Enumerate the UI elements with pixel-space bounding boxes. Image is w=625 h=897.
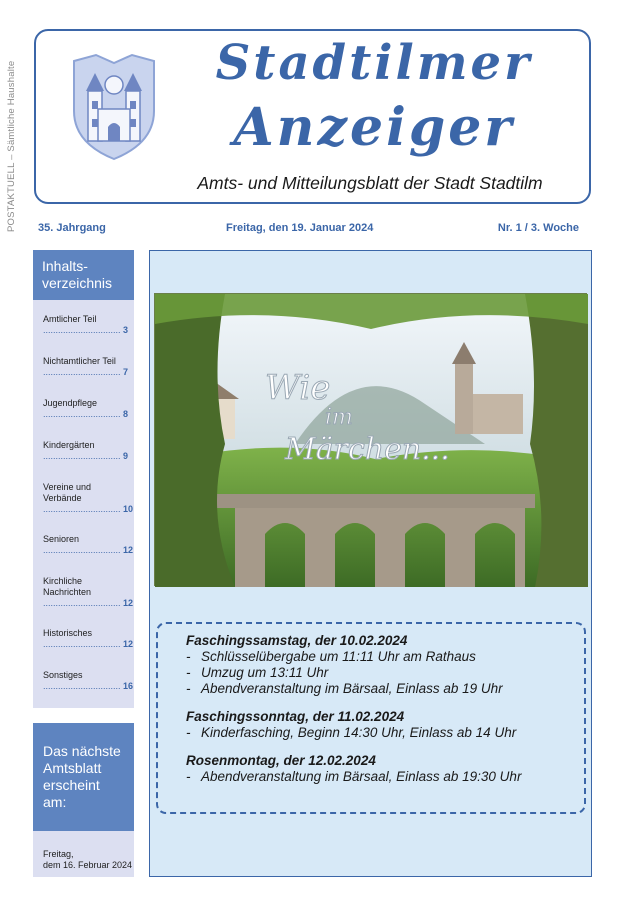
toc-item-amtlicher-teil[interactable] [43, 314, 134, 356]
event-item-text: Abendveranstaltung im Bärsaal, Einlass ab 19 Uhr [201, 681, 503, 696]
toc-item-label: Kindergärten [43, 440, 95, 450]
newspaper-title-line-1: Stadtilmer [215, 35, 533, 91]
toc-page-number: 12 [123, 598, 134, 608]
toc-item-jugendpflege[interactable] [43, 398, 134, 440]
toc-page-number: 3 [123, 325, 129, 335]
next-issue-line-1: Das nächste [43, 743, 121, 759]
bullet-dash: - [186, 769, 191, 784]
bullet-dash: - [186, 681, 191, 696]
front-page-content [149, 250, 592, 877]
event-item-text: Kinderfasching, Beginn 14:30 Uhr, Einlass ab 14 Uhr [201, 725, 517, 740]
event-item [186, 725, 584, 741]
carnival-schedule [156, 622, 586, 814]
toc-leader [43, 409, 128, 420]
toc-dots: ............................... [43, 639, 121, 649]
toc-dots: ............................... [43, 681, 121, 691]
illustration-text-2: im [325, 405, 353, 430]
bullet-dash: - [186, 665, 191, 680]
toc-heading [33, 250, 134, 300]
masthead [34, 29, 591, 204]
toc-item-label-line-2: Verbände [43, 493, 82, 503]
toc-dots: ............................... [43, 545, 121, 555]
toc-dots: ............................... [43, 409, 121, 419]
event-item-text: Umzug um 13:11 Uhr [201, 665, 329, 680]
toc-item-sonstiges[interactable] [43, 670, 134, 712]
toc-leader [43, 504, 134, 515]
toc-item-label: Nichtamtlicher Teil [43, 356, 116, 366]
illustration-text-3: Märchen... [285, 432, 450, 467]
event-block-monday [186, 753, 584, 785]
toc-item-senioren[interactable] [43, 534, 134, 576]
toc-leader [43, 367, 128, 378]
next-issue-date [33, 831, 134, 871]
distribution-note: POSTAKTUELL – Sämtliche Haushalte [6, 60, 17, 232]
toc-leader [43, 451, 128, 462]
volume-label: 35. Jahrgang [38, 222, 106, 234]
event-item [186, 649, 584, 665]
next-issue-line-4: am: [43, 794, 67, 810]
toc-page-number: 12 [123, 639, 134, 649]
toc-item-label: Historisches [43, 628, 93, 638]
next-issue-date-line-2: dem 16. Februar 2024 [43, 860, 133, 870]
event-block-sunday [186, 709, 584, 741]
fairytale-illustration [154, 293, 587, 586]
toc-item-kindergaerten[interactable] [43, 440, 134, 482]
next-issue-date-line-1: Freitag, [43, 849, 74, 859]
next-issue-box [33, 723, 134, 877]
toc-item-label: Jugendpflege [43, 398, 98, 408]
bullet-dash: - [186, 649, 191, 664]
toc-page-number: 7 [123, 367, 129, 377]
toc-dots: ............................... [43, 504, 121, 514]
bullet-dash: - [186, 725, 191, 740]
issue-date: Freitag, den 19. Januar 2024 [226, 222, 374, 234]
event-title: Faschingssamstag, der 10.02.2024 [186, 633, 408, 648]
toc-heading-line-2: verzeichnis [42, 275, 113, 291]
toc-item-label: Sonstiges [43, 670, 83, 680]
toc-item-label: Senioren [43, 534, 80, 544]
event-item [186, 769, 584, 785]
event-item [186, 665, 584, 681]
toc-page-number: 10 [123, 504, 134, 514]
illustration-text-1: Wie [265, 368, 331, 408]
toc-item-nichtamtlicher-teil[interactable] [43, 356, 134, 398]
issue-number: Nr. 1 / 3. Woche [497, 222, 579, 234]
event-title: Faschingssonntag, der 11.02.2024 [186, 709, 405, 724]
toc-dots: ............................... [43, 598, 121, 608]
toc-page-number: 9 [123, 451, 129, 461]
toc-leader [43, 681, 134, 692]
event-item-text: Schlüsselübergabe um 11:11 Uhr am Rathaus [201, 649, 476, 664]
town-crest-logo [66, 51, 162, 163]
toc-dots: ............................... [43, 325, 121, 335]
toc-page-number: 8 [123, 409, 129, 419]
next-issue-heading [33, 723, 134, 831]
toc-item-kirchliche-nachrichten[interactable] [43, 576, 134, 628]
toc-leader [43, 598, 134, 609]
table-of-contents [33, 250, 134, 708]
toc-leader [43, 545, 134, 556]
toc-item-label: Vereine und [43, 482, 92, 492]
toc-item-label: Amtlicher Teil [43, 314, 97, 324]
event-title: Rosenmontag, der 12.02.2024 [186, 753, 376, 768]
newspaper-subtitle: Amts- und Mitteilungsblatt der Stadt Stadtilm [197, 173, 543, 193]
event-item [186, 681, 584, 697]
toc-item-label-line-2: Nachrichten [43, 587, 92, 597]
toc-item-vereine[interactable] [43, 482, 134, 534]
toc-item-historisches[interactable] [43, 628, 134, 670]
toc-dots: ............................... [43, 451, 121, 461]
toc-leader [43, 325, 128, 336]
toc-heading-line-1: Inhalts- [42, 258, 88, 274]
next-issue-line-3: erscheint [43, 777, 100, 793]
toc-item-label: Kirchliche [43, 576, 83, 586]
toc-list [33, 300, 134, 712]
toc-dots: ............................... [43, 367, 121, 377]
toc-page-number: 12 [123, 545, 134, 555]
next-issue-line-2: Amtsblatt [43, 760, 102, 776]
newspaper-title-line-2: Anzeiger [233, 97, 515, 158]
event-item-text: Abendveranstaltung im Bärsaal, Einlass ab 19:30 Uhr [201, 769, 522, 784]
toc-leader [43, 639, 134, 650]
toc-page-number: 16 [123, 681, 134, 691]
event-block-saturday [186, 633, 584, 697]
